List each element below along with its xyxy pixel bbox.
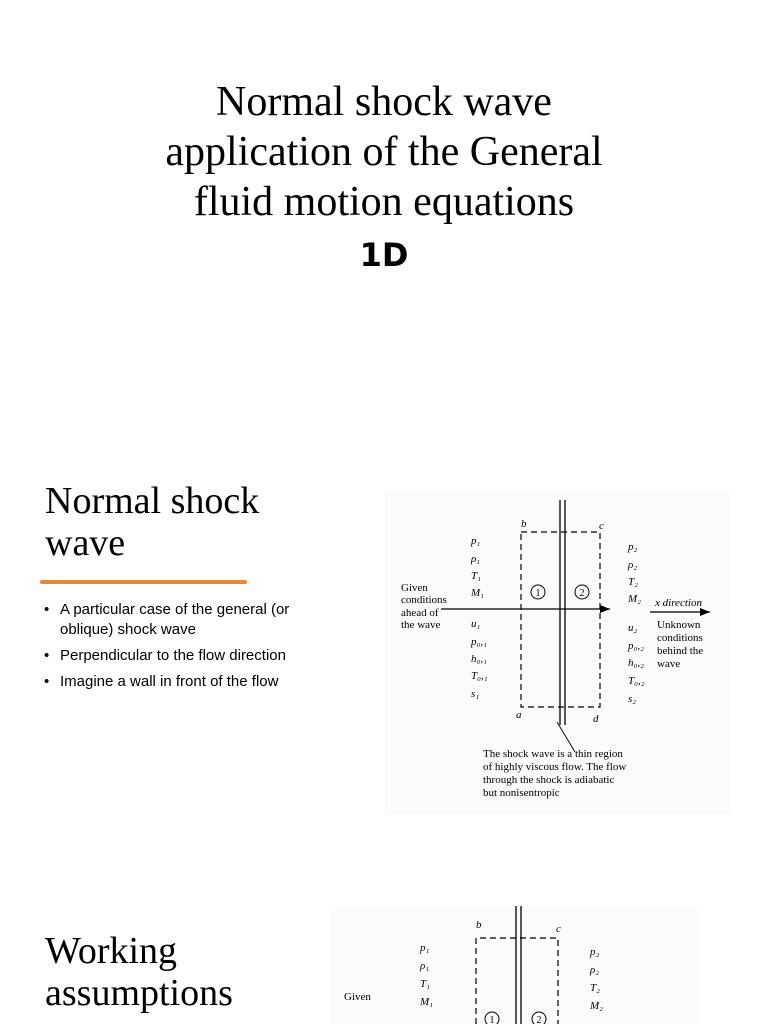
upstream-var: p₁	[420, 942, 430, 954]
unknown-line: behind the	[657, 645, 704, 657]
caption-line: through the shock is adiabatic	[483, 774, 615, 786]
corner-label-a: a	[516, 709, 522, 721]
upstream-var: p₀,₁	[471, 636, 487, 648]
downstream-var: u₂	[628, 622, 638, 634]
shock-wave-svg	[330, 906, 700, 1024]
bullet-text: Imagine a wall in front of the flow	[60, 673, 279, 690]
upstream-var: h₀,₁	[471, 653, 487, 665]
title-line: application of the General	[165, 129, 603, 175]
given-line: the wave	[401, 619, 441, 631]
bullet-item	[44, 672, 334, 692]
heading-line: assumptions	[45, 972, 233, 1014]
heading-line: wave	[45, 522, 126, 564]
accent-underline	[40, 580, 247, 584]
unknown-line: wave	[657, 658, 681, 670]
bullet-text: Perpendicular to the flow direction	[60, 647, 286, 664]
heading-line: Working	[45, 930, 178, 972]
title-line: fluid motion equations	[193, 179, 575, 225]
corner-label-c: c	[556, 923, 561, 935]
slide-subtitle: 1D	[359, 236, 409, 274]
normal-shock-slide	[0, 440, 768, 880]
slide-heading	[45, 930, 233, 1014]
corner-label-b: b	[521, 518, 527, 530]
downstream-var: T₂	[628, 576, 638, 588]
shock-wave-svg	[385, 490, 730, 815]
downstream-var: T₂	[590, 982, 600, 994]
region-1-label: 1	[535, 588, 541, 599]
downstream-var: p₀,₂	[628, 640, 644, 652]
region-2-label: 2	[536, 1015, 542, 1024]
upstream-var: T₁	[471, 570, 481, 582]
shock-wave-diagram	[330, 906, 700, 1024]
given-line: Given	[401, 582, 428, 594]
upstream-var: p₁	[471, 535, 481, 547]
downstream-var: ρ₂	[628, 559, 638, 571]
given-line: conditions	[401, 594, 447, 606]
caption-line: but nonisentropic	[483, 787, 560, 799]
corner-label-d: d	[593, 713, 599, 725]
bullet-item	[44, 646, 334, 666]
downstream-var: s₂	[628, 693, 637, 705]
upstream-var: u₁	[471, 618, 481, 630]
shock-wave-diagram	[385, 490, 730, 815]
upstream-var: M₁	[471, 587, 484, 599]
slide-heading	[45, 480, 259, 564]
upstream-var: T₀,₁	[471, 670, 488, 682]
slide-title	[0, 77, 768, 227]
figure-background	[330, 906, 700, 1024]
heading-line: Normal shock	[45, 480, 260, 522]
downstream-var: p₂	[590, 946, 600, 958]
downstream-var: T₀,₂	[628, 675, 645, 687]
bullet-text: oblique) shock wave	[60, 621, 196, 638]
working-assumptions-slide	[0, 880, 768, 1024]
upstream-var: ρ₁	[420, 960, 430, 972]
downstream-var: ρ₂	[590, 964, 600, 976]
corner-label-b: b	[476, 919, 482, 931]
upstream-var: M₁	[420, 996, 433, 1008]
downstream-var: M₂	[590, 1000, 603, 1012]
given-line: ahead of	[401, 607, 439, 619]
bullet-text: A particular case of the general (or	[60, 601, 290, 618]
title-line: Normal shock wave	[216, 79, 552, 125]
downstream-var: h₀,₂	[628, 657, 644, 669]
caption-line: of highly viscous flow. The flow	[483, 761, 627, 773]
bullet-list	[44, 600, 334, 698]
unknown-line: conditions	[657, 632, 703, 644]
x-direction-label: x direction	[655, 597, 702, 609]
region-2-label: 2	[579, 588, 585, 599]
unknown-line: Unknown	[657, 619, 701, 631]
downstream-var: M₂	[628, 593, 641, 605]
downstream-var: p₂	[628, 541, 638, 553]
upstream-var: s₁	[471, 688, 480, 700]
upstream-var: T₁	[420, 978, 430, 990]
title-slide	[0, 0, 768, 440]
upstream-var: ρ₁	[471, 553, 481, 565]
bullet-item	[44, 600, 334, 640]
caption-line: The shock wave is a thin region	[483, 748, 623, 760]
region-1-label: 1	[489, 1015, 495, 1024]
corner-label-c: c	[599, 520, 604, 532]
given-conditions-label: Given	[344, 991, 371, 1003]
